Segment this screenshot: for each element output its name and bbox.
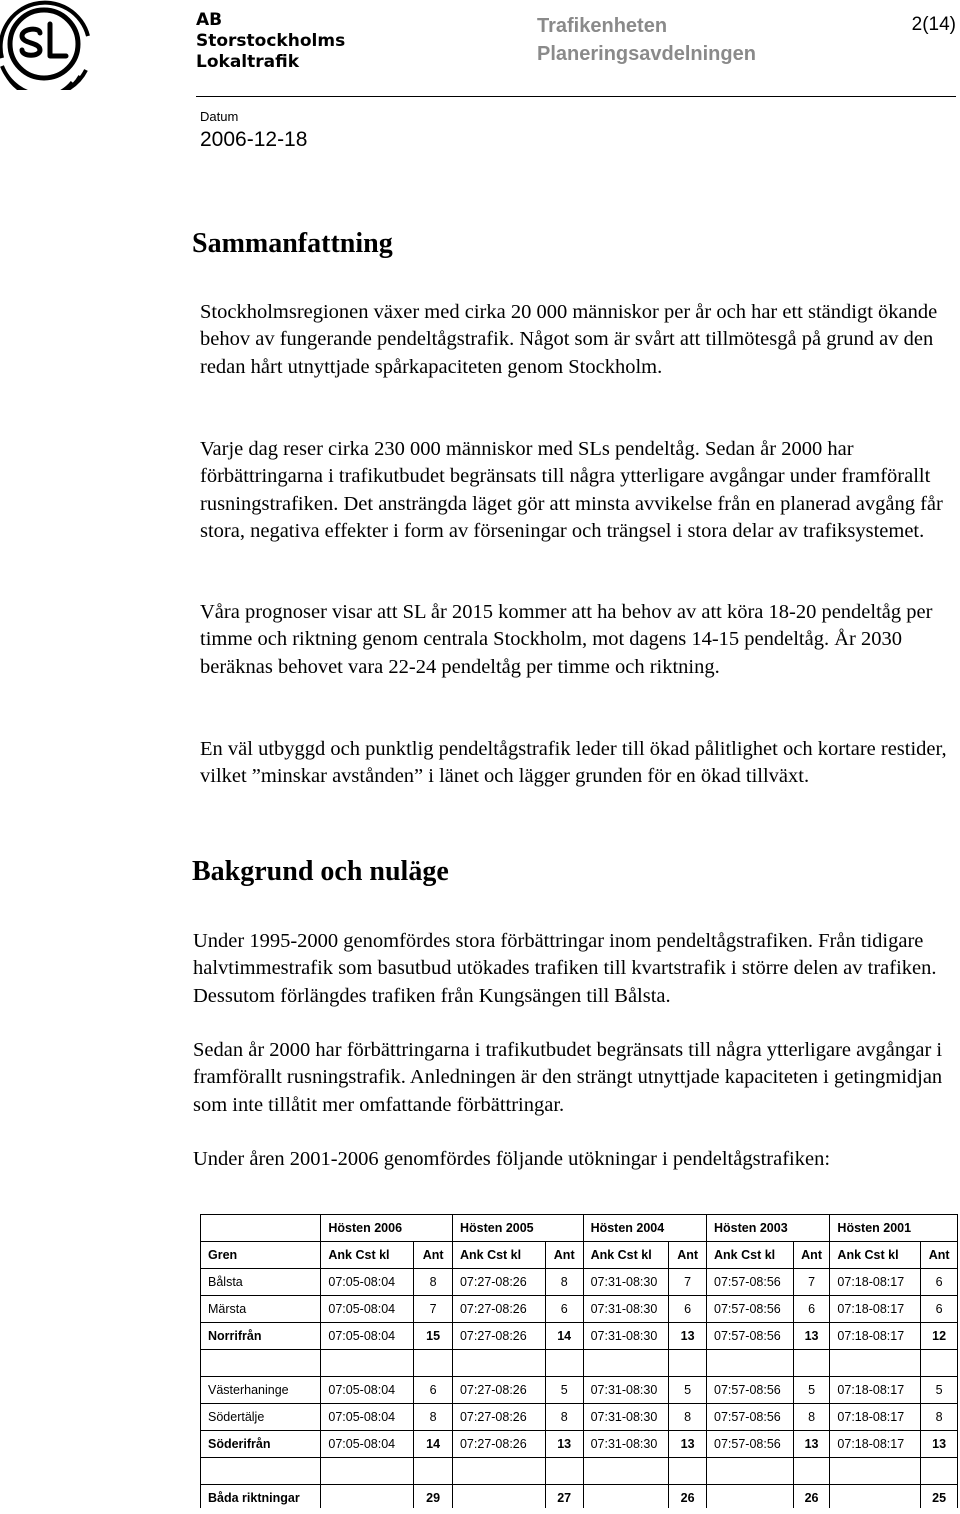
time-cell: 07:05-08:04 [321, 1377, 413, 1403]
count-cell: 7 [669, 1269, 706, 1295]
time-cell: 07:27-08:26 [453, 1269, 545, 1295]
count-cell: 13 [669, 1431, 706, 1457]
paragraph: Varje dag reser cirka 230 000 människor med SLs pendeltåg. Sedan år 2000 har förbättringarna i trafikutbudet begränsats till några ytterligare avgångar under framförallt rusningstrafiken. Det ansträngda läget gör att minsta avvikelse från en planerad avgång får stora, negativa effekter i form av förseningar och trängsel i stora delar av trafiksystemet. [200, 438, 943, 542]
period-header: Hösten 2005 [453, 1215, 583, 1241]
time-cell: 07:05-08:04 [321, 1404, 413, 1430]
time-cell: 07:31-08:30 [584, 1323, 669, 1349]
time-cell: 07:05-08:04 [321, 1269, 413, 1295]
count-cell: 13 [669, 1323, 706, 1349]
table-row [201, 1377, 957, 1403]
time-cell: 07:57-08:56 [707, 1323, 793, 1349]
count-cell: 15 [414, 1323, 452, 1349]
column-header: Ank Cst kl [830, 1242, 920, 1268]
period-header: Hösten 2001 [830, 1215, 957, 1241]
count-cell: 5 [921, 1377, 957, 1403]
column-header: Ant [669, 1242, 706, 1268]
branch-name: Bålsta [201, 1269, 320, 1295]
date-value: 2006-12-18 [200, 128, 308, 151]
column-header: Ant [414, 1242, 452, 1268]
time-cell: 07:57-08:56 [707, 1269, 793, 1295]
table-row [201, 1404, 957, 1430]
paragraph: Sedan år 2000 har förbättringarna i trafikutbudet begränsats till några ytterligare avgångar i framförallt rusningstrafik. Anledningen är den strängt utnyttjade kapaciteten i getingmidjan som inte tillåtit mer omfattande förbättringar. [193, 1039, 943, 1116]
date-label: Datum [200, 109, 239, 124]
paragraph: Våra prognoser visar att SL år 2015 kommer att ha behov av att köra 18-20 pendeltåg per timme och riktning genom centrala Stockholm, mot dagens 14-15 pendeltåg. År 2030 beräknas behovet vara 22-24 pendeltåg per timme och riktning. [200, 601, 933, 678]
count-cell: 7 [794, 1269, 830, 1295]
time-cell: 07:05-08:04 [321, 1431, 413, 1457]
count-cell: 8 [669, 1404, 706, 1430]
table-row [201, 1323, 957, 1349]
time-cell: 07:31-08:30 [584, 1269, 669, 1295]
total-cell: 26 [794, 1485, 830, 1511]
count-cell: 6 [669, 1296, 706, 1322]
departures-table [200, 1214, 958, 1508]
paragraph: Under 1995-2000 genomfördes stora förbättringar inom pendeltågstrafiken. Från tidigare halvtimmestrafik som basutbud utökades trafiken till kvartstrafik i större delen av trafiken. Dessutom förlängdes trafiken från Kungsängen till Bålsta. [193, 930, 937, 1007]
section-heading-summary: Sammanfattning [192, 228, 393, 259]
count-cell: 6 [921, 1269, 957, 1295]
total-cell: 27 [546, 1485, 583, 1511]
count-cell: 8 [414, 1404, 452, 1430]
time-cell: 07:27-08:26 [453, 1377, 545, 1403]
branch-name: Västerhaninge [201, 1377, 320, 1403]
count-cell: 5 [546, 1377, 583, 1403]
time-cell: 07:18-08:17 [830, 1269, 920, 1295]
time-cell: 07:57-08:56 [707, 1431, 793, 1457]
department-name: Trafikenheten Planeringsavdelningen [537, 15, 756, 65]
section-heading-background: Bakgrund och nuläge [192, 856, 449, 887]
count-cell: 13 [794, 1323, 830, 1349]
branch-name: Södertälje [201, 1404, 320, 1430]
branch-name: Märsta [201, 1296, 320, 1322]
time-cell: 07:31-08:30 [584, 1377, 669, 1403]
period-header: Hösten 2004 [584, 1215, 706, 1241]
count-cell: 6 [794, 1296, 830, 1322]
time-cell: 07:57-08:56 [707, 1296, 793, 1322]
sl-logo-icon [0, 0, 92, 90]
count-cell: 8 [546, 1269, 583, 1295]
total-label: Båda riktningar [201, 1485, 320, 1511]
page-number: 2(14) [911, 14, 956, 35]
table-spacer-row [201, 1350, 957, 1376]
time-cell: 07:27-08:26 [453, 1323, 545, 1349]
column-header: Ank Cst kl [321, 1242, 413, 1268]
count-cell: 14 [546, 1323, 583, 1349]
count-cell: 8 [794, 1404, 830, 1430]
column-header: Ank Cst kl [707, 1242, 793, 1268]
table-period-row [201, 1215, 957, 1241]
count-cell: 5 [794, 1377, 830, 1403]
time-cell: 07:31-08:30 [584, 1296, 669, 1322]
count-cell: 6 [546, 1296, 583, 1322]
time-cell: 07:18-08:17 [830, 1323, 920, 1349]
time-cell: 07:57-08:56 [707, 1404, 793, 1430]
time-cell: 07:57-08:56 [707, 1377, 793, 1403]
total-cell: 26 [669, 1485, 706, 1511]
column-header: Ant [546, 1242, 583, 1268]
column-header: Ank Cst kl [453, 1242, 545, 1268]
count-cell: 13 [921, 1431, 957, 1457]
time-cell: 07:18-08:17 [830, 1377, 920, 1403]
count-cell: 8 [414, 1269, 452, 1295]
count-cell: 13 [546, 1431, 583, 1457]
table-row [201, 1296, 957, 1322]
time-cell: 07:27-08:26 [453, 1296, 545, 1322]
branch-name: Norrifrån [201, 1323, 320, 1349]
column-header: Ank Cst kl [584, 1242, 669, 1268]
column-header: Ant [921, 1242, 957, 1268]
count-cell: 8 [921, 1404, 957, 1430]
table-row [201, 1431, 957, 1457]
paragraph: En väl utbyggd och punktlig pendeltågstrafik leder till ökad pålitlighet och kortare restider, vilket ”minskar avstånden” i länet och lägger grunden för en ökad tillväxt. [200, 738, 947, 788]
total-cell: 29 [414, 1485, 452, 1511]
time-cell: 07:18-08:17 [830, 1404, 920, 1430]
time-cell: 07:18-08:17 [830, 1431, 920, 1457]
paragraph: Under åren 2001-2006 genomfördes följande utökningar i pendeltågstrafiken: [193, 1148, 831, 1170]
time-cell: 07:18-08:17 [830, 1296, 920, 1322]
column-header: Gren [201, 1242, 320, 1268]
total-cell: 25 [921, 1485, 957, 1511]
count-cell: 7 [414, 1296, 452, 1322]
table-column-row [201, 1242, 957, 1268]
time-cell: 07:31-08:30 [584, 1431, 669, 1457]
count-cell: 6 [414, 1377, 452, 1403]
header-divider [196, 96, 956, 97]
branch-name: Söderifrån [201, 1431, 320, 1457]
table-spacer-row [201, 1458, 957, 1484]
paragraph: Stockholmsregionen växer med cirka 20 000 människor per år och har ett ständigt ökande behov av fungerande pendeltågstrafik. Något som är svårt att tillmötesgå på grund av den redan hårt utnyttjade spårkapaciteten genom Stockholm. [200, 301, 938, 378]
table-total-row [201, 1485, 957, 1511]
company-name: AB Storstockholms Lokaltrafik [196, 10, 346, 72]
count-cell: 13 [794, 1431, 830, 1457]
time-cell: 07:31-08:30 [584, 1404, 669, 1430]
count-cell: 8 [546, 1404, 583, 1430]
table-row [201, 1269, 957, 1295]
count-cell: 14 [414, 1431, 452, 1457]
time-cell: 07:27-08:26 [453, 1431, 545, 1457]
time-cell: 07:05-08:04 [321, 1323, 413, 1349]
count-cell: 5 [669, 1377, 706, 1403]
period-header: Hösten 2006 [321, 1215, 452, 1241]
count-cell: 12 [921, 1323, 957, 1349]
period-header: Hösten 2003 [707, 1215, 829, 1241]
count-cell: 6 [921, 1296, 957, 1322]
time-cell: 07:05-08:04 [321, 1296, 413, 1322]
column-header: Ant [794, 1242, 830, 1268]
time-cell: 07:27-08:26 [453, 1404, 545, 1430]
